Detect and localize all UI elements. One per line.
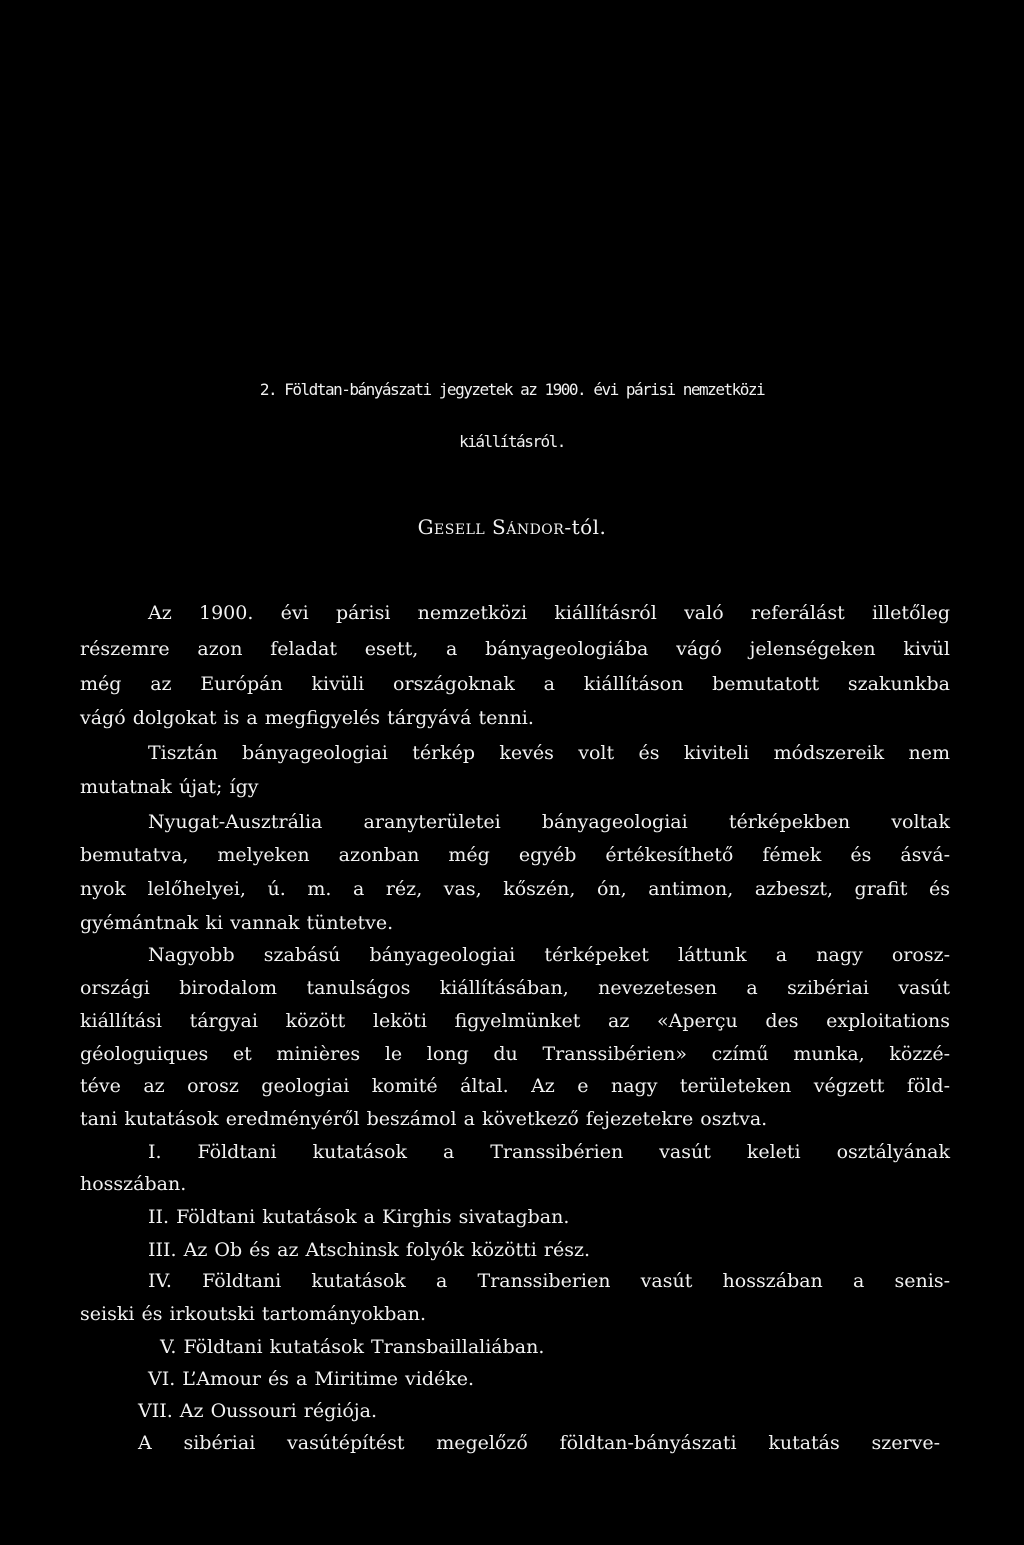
text-line: Az 1900. évi párisi nemzetközi kiállításról való referálást illetőleg — [148, 602, 950, 624]
text-line: II. Földtani kutatások a Kirghis sivatagban. — [148, 1206, 570, 1228]
article-title-line-1: 2. Földtan-bányászati jegyzetek az 1900. évi párisi nemzetközi — [259, 380, 765, 399]
text-line: Nagyobb szabású bányageologiai térképeket láttunk a nagy orosz- — [148, 944, 950, 966]
author-line — [0, 515, 1024, 539]
text-line: még az Európán kivüli országoknak a kiállításon bemutatott szakunkba — [80, 673, 950, 695]
text-line: bemutatva, melyeken azonban még egyéb értékesíthető fémek és ásvá- — [80, 844, 950, 866]
text-line: Tisztán bányageologiai térkép kevés volt és kiviteli módszereik nem — [148, 742, 950, 764]
text-line: mutatnak újat; így — [80, 776, 259, 798]
text-line: IV. Földtani kutatások a Transsiberien vasút hosszában a senis- — [148, 1270, 950, 1292]
text-line: I. Földtani kutatások a Transsibérien vasút keleti osztályának — [148, 1141, 950, 1163]
text-line: hosszában. — [80, 1173, 187, 1195]
text-line: országi birodalom tanulságos kiállításában, nevezetesen a szibériai vasút — [80, 977, 950, 999]
text-line: nyok lelőhelyei, ú. m. a réz, vas, kőszén, ón, antimon, azbeszt, grafit és — [80, 878, 950, 900]
text-line: géologuiques et minières le long du Transsibérien» czímű munka, közzé- — [80, 1043, 950, 1065]
text-line: seiski és irkoutski tartományokban. — [80, 1303, 427, 1325]
text-line: tani kutatások eredményéről beszámol a következő fejezetekre osztva. — [80, 1108, 768, 1130]
text-line: VII. Az Oussouri régiója. — [138, 1400, 378, 1422]
text-line: gyémántnak ki vannak tüntetve. — [80, 912, 394, 934]
text-line: VI. L’Amour és a Miritime vidéke. — [148, 1368, 475, 1390]
text-line: Nyugat-Ausztrália aranyterületei bányageologiai térképekben voltak — [148, 811, 950, 833]
text-line: vágó dolgokat is a megfigyelés tárgyává tenni. — [80, 707, 534, 729]
text-line: A sibériai vasútépítést megelőző földtan-bányászati kutatás szerve- — [138, 1432, 940, 1454]
text-line: kiállítási tárgyai között leköti figyelmünket az «Aperçu des exploitations — [80, 1010, 950, 1032]
author-name: Gesell Sándor — [417, 515, 565, 539]
author-suffix: -tól. — [564, 515, 607, 539]
text-line: III. Az Ob és az Atschinsk folyók közötti rész. — [148, 1239, 591, 1261]
article-title-line-2: kiállításról. — [459, 432, 565, 451]
text-line: részemre azon feladat esett, a bányageologiába vágó jelenségeken kivül — [80, 638, 950, 660]
text-line: V. Földtani kutatások Transbaillaliában. — [160, 1336, 545, 1358]
text-line: téve az orosz geologiai komité által. Az e nagy területeken végzett föld- — [80, 1075, 950, 1097]
